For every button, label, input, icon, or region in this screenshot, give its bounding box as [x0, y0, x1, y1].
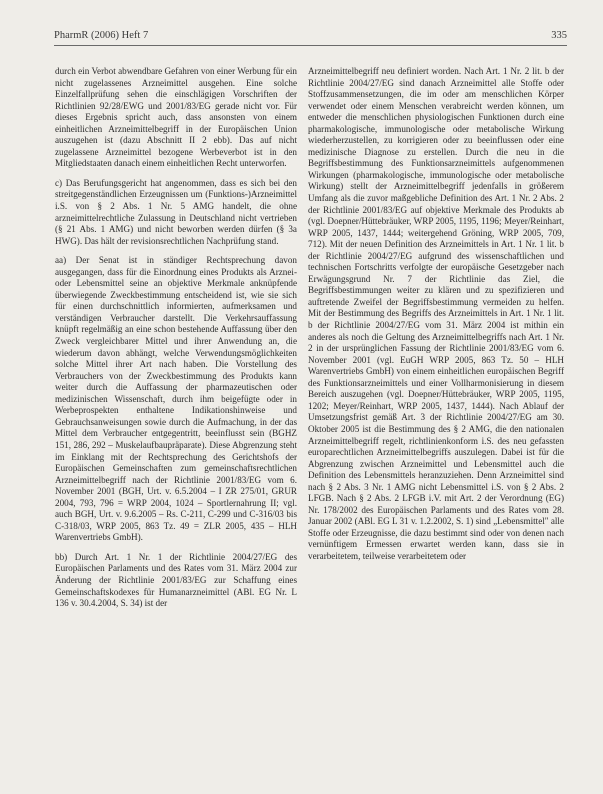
paragraph: aa) Der Senat ist in ständiger Rechtsprechung davon ausgegangen, dass für die Einordnung eines Produkts als Arznei- oder Lebensmittel seine an objektive Merkmale anknüpfende überwiegende Zweckbestimmung entscheidend ist, wie sie sich für einen durchschnittlich informierten, aufmerksamen und verständigen Verbraucher darstellt. Die Verkehrsauffassung knüpft regelmäßig an eine schon bestehende Auffassung über den Zweck vergleichbarer Mittel und ihrer Anwendung an, die wiederum davon abhängt, welche Verwendungsmöglichkeiten solche Mittel ihrer Art nach haben. Die Vorstellung des Verbrauchers von der Zweckbestimmung des Produkts kann weiter durch die Auffassung der pharmazeutischen oder medizinischen Wissenschaft, durch ihm beigefügte oder in Werbeprospekten enthaltene Indikationshinweise und Gebrauchsanweisungen sowie durch die Aufmachung, in der das Mittel dem Verbraucher entgegentritt, beeinflusst sein (BGHZ 151, 286, 292 – Muskelaufbaupräparate). Diese Abgrenzung steht im Einklang mit der Rechtsprechung des Gerichtshofs der Europäischen Gemeinschaften zum gemeinschaftsrechtlichen Arzneimittelbegriff nach der Richtlinie 2001/83/EG vom 6. November 2001 (BGH, Urt. v. 6.5.2004 – I ZR 275/01, GRUR 2004, 793, 796 = WRP 2004, 1024 – Sportlernahrung II; vgl. auch BGH, Urt. v. 9.6.2005 – Rs. C-211, C-299 und C-316/03 bis C-318/03, WRP 2005, 863 Tz. 49 = ZLR 2005, 435 – HLH Warenvertriebs GmbH).: [55, 255, 297, 543]
right-column: [308, 66, 564, 571]
running-header: [54, 30, 567, 44]
paragraph: c) Das Berufungsgericht hat angenommen, dass es sich bei den streitgegenständlichen Erzeugnissen um (Funktions-)Arzneimittel i.S. von § 2 Abs. 1 Nr. 5 AMG handelt, die ohne arzneimittelrechtliche Zulassung in Deutschland nicht vertrieben (§ 21 Abs. 1 AMG) und nicht beworben werden dürfen (§ 3a HWG). Das hält der revisionsrechtlichen Nachprüfung stand.: [55, 177, 297, 246]
left-column: [55, 66, 297, 618]
header-rule: [54, 45, 567, 46]
paragraph: Arzneimittelbegriff neu definiert worden. Nach Art. 1 Nr. 2 lit. b der Richtlinie 2004/27/EG sind danach Arzneimittel alle Stoffe oder Stoffzusammensetzungen, die im oder am menschlichen Körper verwendet oder einem Menschen verabreicht werden können, um entweder die menschlichen physiologischen Funktionen durch eine pharmakologische, immunologische oder metabolische Wirkung wiederherzustellen, zu korrigieren oder zu beeinflussen oder eine medizinische Diagnose zu erstellen. Durch die neu in die Begriffsbestimmung des Funktionsarzneimittels aufgenommenen Wirkungen (pharmakologische, immunologische oder metabolische Wirkung) stellt der Arzneimittelbegriff jedenfalls in größerem Umfang als die zuvor maßgebliche Definition des Art. 1 Nr. 2 Abs. 2 der Richtlinie 2001/83/EG auf objektive Merkmale des Produkts ab (vgl. Doepner/Hüttebräuker, WRP 2005, 1195, 1196; Meyer/Reinhart, WRP 2005, 1437, 1444; weitergehend Gröning, WRP 2005, 709, 712). Mit der neuen Definition des Arzneimittels in Art. 1 Nr. 1 lit. b der Richtlinie 2004/27/EG aufgrund des wissenschaftlichen und technischen Fortschritts verfolgte der europäische Gesetzgeber nach Erwägungsgrund Nr. 7 der Richtlinie das Ziel, die Begriffsbestimmungen weiter zu klären und zu spezifizieren und auftretende Zweifel der Begriffsbestimmung vermeiden zu helfen. Mit der Bestimmung des Begriffs des Arzneimittels in Art. 1 Nr. 1 lit. b der Richtlinie 2004/27/EG vom 31. März 2004 ist mithin ein anderes als noch die Geltung des Arzneimittelbegriffs nach Art. 1 Nr. 2 in der ursprünglichen Fassung der Richtlinie 2001/83/EG vom 6. November 2001 (vgl. EuGH WRP 2005, 863 Tz. 50 – HLH Warenvertriebs GmbH) von einem einheitlichen europäischen Begriff des Funktionsarzneimittels und einer Vollharmonisierung in diesem Bereich auszugehen (vgl. Doepner/Hüttebräuker, WRP 2005, 1195, 1202; Meyer/Reinhart, WRP 2005, 1437, 1444). Nach Ablauf der Umsetzungsfrist gemäß Art. 3 der Richtlinie 2004/27/EG am 30. Oktober 2005 ist die Bestimmung des § 2 AMG, die den nationalen Arzneimittelbegriff regelt, richtlinienkonform i.S. des neu gefassten europarechtlichen Arzneimittelbegriffs auszulegen. Dabei ist für die Abgrenzung zwischen Arzneimittel und Lebensmittel auch die Definition des Lebensmittels heranzuziehen. Denn Arzneimittel sind nach § 2 Abs. 3 Nr. 1 AMG nicht Lebensmittel i.S. von § 2 Abs. 2 LFGB. Nach § 2 Abs. 2 LFGB i.V. mit Art. 2 der Verordnung (EG) Nr. 178/2002 des Europäischen Parlaments und des Rates vom 28. Januar 2002 (ABl. EG L 31 v. 1.2.2002, S. 1) sind „Lebensmittel" alle Stoffe oder Erzeugnisse, die dazu bestimmt sind oder von denen nach vernünftigem Ermessen erwartet werden kann, dass sie in verarbeitetem, teilweise verarbeitetem oder: [308, 66, 564, 561]
paragraph: durch ein Verbot abwendbare Gefahren von einer Werbung für ein nicht zugelassenes Arzneimittel ausgehen. Eine solche Einzelfallprüfung sehen die einschlägigen Vorschriften der Richtlinien 92/28/EWG und 2001/83/EG gerade nicht vor. Für dieses Ergebnis spricht auch, dass ansonsten von einem einheitlichen Arzneimittelbegriff in der Europäischen Union auszugehen ist (dazu Abschnitt II 2 ebb). Das auf nicht zugelassene Arzneimittel bezogene Werbeverbot ist in den Mitgliedstaaten danach einem einheitlichen Recht unterworfen.: [55, 66, 297, 169]
journal-citation: PharmR (2006) Heft 7: [54, 30, 149, 41]
page-number: 335: [551, 30, 567, 41]
paragraph: bb) Durch Art. 1 Nr. 1 der Richtlinie 2004/27/EG des Europäischen Parlaments und des Rates vom 31. März 2004 zur Änderung der Richtlinie 2001/83/EG zur Schaffung eines Gemeinschaftskodexes für Humanarzneimittel (ABl. EG Nr. L 136 v. 30.4.2004, S. 34) ist der: [55, 551, 297, 609]
